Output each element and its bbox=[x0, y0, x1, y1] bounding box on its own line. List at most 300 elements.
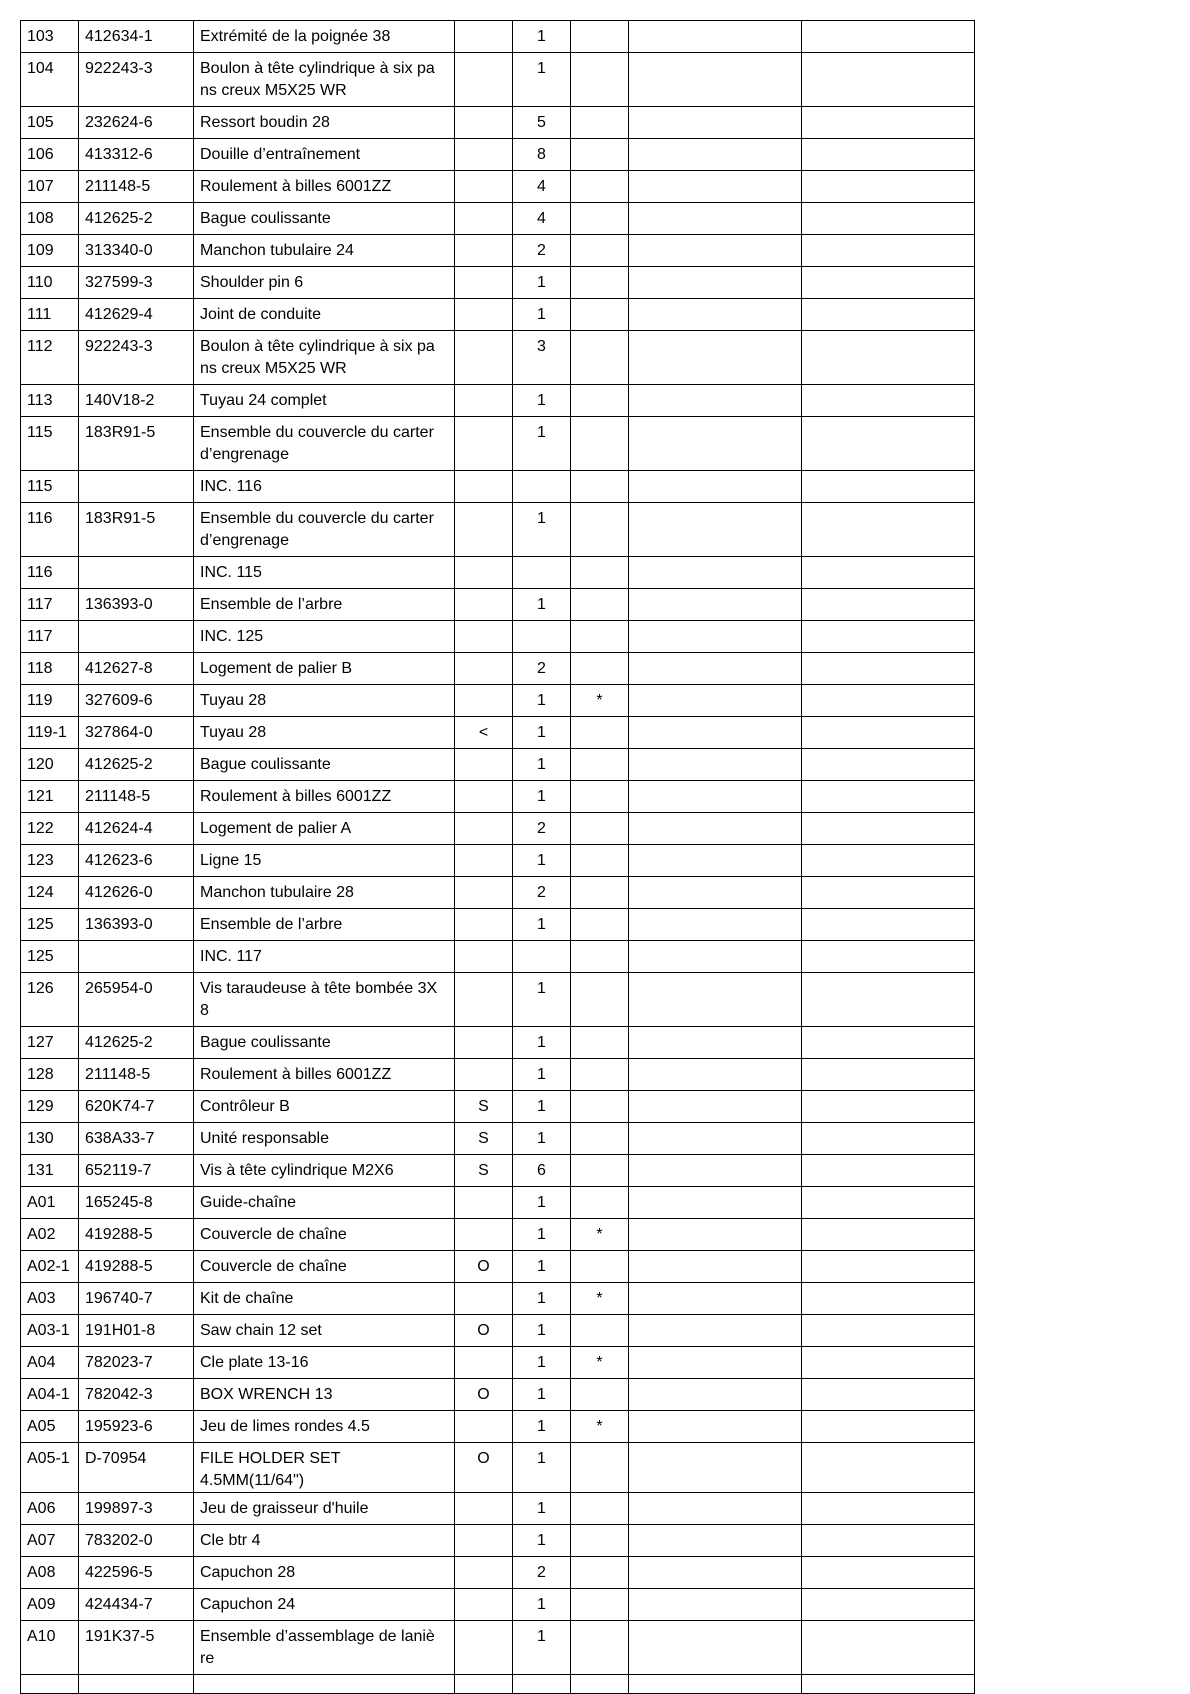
code-cell bbox=[455, 139, 513, 171]
blank-cell-1 bbox=[629, 1443, 802, 1493]
description-cell: Boulon à tête cylindrique à six pa ns creux M5X25 WR bbox=[194, 331, 455, 385]
quantity-cell: 4 bbox=[513, 203, 571, 235]
part-number-cell: 413312-6 bbox=[79, 139, 194, 171]
blank-cell-2 bbox=[802, 749, 975, 781]
mark-cell bbox=[571, 385, 629, 417]
item-number-cell: 117 bbox=[21, 589, 79, 621]
quantity-cell: 2 bbox=[513, 877, 571, 909]
mark-cell bbox=[571, 139, 629, 171]
mark-cell bbox=[571, 845, 629, 877]
description-cell: Roulement à billes 6001ZZ bbox=[194, 171, 455, 203]
item-number-cell: 124 bbox=[21, 877, 79, 909]
quantity-cell: 2 bbox=[513, 813, 571, 845]
code-cell bbox=[455, 385, 513, 417]
blank-cell-2 bbox=[802, 1027, 975, 1059]
blank-cell-2 bbox=[802, 557, 975, 589]
blank-cell-2 bbox=[802, 331, 975, 385]
part-number-cell: 211148-5 bbox=[79, 1059, 194, 1091]
blank-cell-2 bbox=[802, 1443, 975, 1493]
part-number-cell: 419288-5 bbox=[79, 1251, 194, 1283]
part-number-cell: 327864-0 bbox=[79, 717, 194, 749]
table-row bbox=[21, 139, 975, 171]
description-cell: Guide-chaîne bbox=[194, 1187, 455, 1219]
blank-cell-2 bbox=[802, 417, 975, 471]
description-cell: Logement de palier B bbox=[194, 653, 455, 685]
quantity-cell: 6 bbox=[513, 1155, 571, 1187]
part-number-cell: 422596-5 bbox=[79, 1557, 194, 1589]
blank-cell-1 bbox=[629, 685, 802, 717]
quantity-cell: 1 bbox=[513, 1315, 571, 1347]
item-number-cell: A05 bbox=[21, 1411, 79, 1443]
blank-cell-1 bbox=[629, 235, 802, 267]
item-number-cell: A06 bbox=[21, 1493, 79, 1525]
mark-cell bbox=[571, 589, 629, 621]
description-cell: BOX WRENCH 13 bbox=[194, 1379, 455, 1411]
description-cell: Manchon tubulaire 28 bbox=[194, 877, 455, 909]
table-row bbox=[21, 1251, 975, 1283]
mark-cell bbox=[571, 1027, 629, 1059]
blank-cell-1 bbox=[629, 941, 802, 973]
description-cell: INC. 115 bbox=[194, 557, 455, 589]
quantity-cell: 1 bbox=[513, 781, 571, 813]
code-cell bbox=[455, 621, 513, 653]
table-row bbox=[21, 203, 975, 235]
item-number-cell: A01 bbox=[21, 1187, 79, 1219]
blank-cell-1 bbox=[629, 973, 802, 1027]
blank-cell-1 bbox=[629, 1621, 802, 1675]
table-row bbox=[21, 1123, 975, 1155]
table-row bbox=[21, 1219, 975, 1251]
description-cell: Ligne 15 bbox=[194, 845, 455, 877]
quantity-cell: 1 bbox=[513, 909, 571, 941]
blank-cell-1 bbox=[629, 1557, 802, 1589]
mark-cell: * bbox=[571, 1411, 629, 1443]
table-row bbox=[21, 267, 975, 299]
code-cell bbox=[455, 653, 513, 685]
table-row bbox=[21, 557, 975, 589]
mark-cell bbox=[571, 471, 629, 503]
blank-cell-1 bbox=[629, 385, 802, 417]
part-number-cell: 922243-3 bbox=[79, 53, 194, 107]
blank-cell-2 bbox=[802, 1347, 975, 1379]
code-cell bbox=[455, 503, 513, 557]
item-number-cell: A04-1 bbox=[21, 1379, 79, 1411]
mark-cell bbox=[571, 331, 629, 385]
blank-cell-1 bbox=[629, 1525, 802, 1557]
table-row bbox=[21, 1187, 975, 1219]
blank-cell-1 bbox=[629, 417, 802, 471]
quantity-cell bbox=[513, 557, 571, 589]
blank-cell-2 bbox=[802, 781, 975, 813]
description-cell: Logement de palier A bbox=[194, 813, 455, 845]
mark-cell bbox=[571, 941, 629, 973]
blank-cell-2 bbox=[802, 685, 975, 717]
empty-cell bbox=[629, 1675, 802, 1694]
description-cell: INC. 117 bbox=[194, 941, 455, 973]
quantity-cell: 1 bbox=[513, 1589, 571, 1621]
blank-cell-2 bbox=[802, 1091, 975, 1123]
code-cell bbox=[455, 557, 513, 589]
mark-cell bbox=[571, 1493, 629, 1525]
blank-cell-2 bbox=[802, 1621, 975, 1675]
item-number-cell: 112 bbox=[21, 331, 79, 385]
blank-cell-1 bbox=[629, 1059, 802, 1091]
blank-cell-2 bbox=[802, 621, 975, 653]
description-cell: Joint de conduite bbox=[194, 299, 455, 331]
part-number-cell: 412623-6 bbox=[79, 845, 194, 877]
code-cell: O bbox=[455, 1379, 513, 1411]
code-cell bbox=[455, 235, 513, 267]
code-cell bbox=[455, 1027, 513, 1059]
blank-cell-1 bbox=[629, 503, 802, 557]
blank-cell-1 bbox=[629, 1493, 802, 1525]
blank-cell-2 bbox=[802, 877, 975, 909]
description-cell: FILE HOLDER SET 4.5MM(11/64") bbox=[194, 1443, 455, 1493]
item-number-cell: A03 bbox=[21, 1283, 79, 1315]
table-row bbox=[21, 973, 975, 1027]
item-number-cell: 126 bbox=[21, 973, 79, 1027]
description-cell: Bague coulissante bbox=[194, 203, 455, 235]
blank-cell-2 bbox=[802, 1187, 975, 1219]
mark-cell bbox=[571, 21, 629, 53]
item-number-cell: 107 bbox=[21, 171, 79, 203]
blank-cell-1 bbox=[629, 331, 802, 385]
table-row bbox=[21, 385, 975, 417]
mark-cell bbox=[571, 973, 629, 1027]
quantity-cell: 1 bbox=[513, 1621, 571, 1675]
part-number-cell bbox=[79, 471, 194, 503]
item-number-cell: 119 bbox=[21, 685, 79, 717]
code-cell: S bbox=[455, 1155, 513, 1187]
blank-cell-1 bbox=[629, 1155, 802, 1187]
blank-cell-1 bbox=[629, 557, 802, 589]
blank-cell-2 bbox=[802, 1123, 975, 1155]
quantity-cell bbox=[513, 471, 571, 503]
empty-cell bbox=[21, 1675, 79, 1694]
empty-cell bbox=[455, 1675, 513, 1694]
blank-cell-2 bbox=[802, 171, 975, 203]
blank-cell-1 bbox=[629, 471, 802, 503]
part-number-cell: 652119-7 bbox=[79, 1155, 194, 1187]
part-number-cell: 412624-4 bbox=[79, 813, 194, 845]
mark-cell bbox=[571, 557, 629, 589]
mark-cell bbox=[571, 1123, 629, 1155]
quantity-cell: 1 bbox=[513, 749, 571, 781]
item-number-cell: 122 bbox=[21, 813, 79, 845]
code-cell: S bbox=[455, 1091, 513, 1123]
blank-cell-2 bbox=[802, 203, 975, 235]
description-cell: Saw chain 12 set bbox=[194, 1315, 455, 1347]
empty-cell bbox=[194, 1675, 455, 1694]
item-number-cell: 129 bbox=[21, 1091, 79, 1123]
code-cell: O bbox=[455, 1251, 513, 1283]
quantity-cell: 1 bbox=[513, 53, 571, 107]
part-number-cell bbox=[79, 557, 194, 589]
table-row bbox=[21, 1525, 975, 1557]
quantity-cell: 5 bbox=[513, 107, 571, 139]
item-number-cell: A04 bbox=[21, 1347, 79, 1379]
part-number-cell: 327609-6 bbox=[79, 685, 194, 717]
quantity-cell: 1 bbox=[513, 1411, 571, 1443]
item-number-cell: 106 bbox=[21, 139, 79, 171]
blank-cell-2 bbox=[802, 941, 975, 973]
description-cell: INC. 125 bbox=[194, 621, 455, 653]
description-cell: Capuchon 28 bbox=[194, 1557, 455, 1589]
code-cell bbox=[455, 973, 513, 1027]
part-number-cell bbox=[79, 941, 194, 973]
description-cell: Ensemble de l’arbre bbox=[194, 909, 455, 941]
part-number-cell: 191H01-8 bbox=[79, 1315, 194, 1347]
empty-cell bbox=[513, 1675, 571, 1694]
item-number-cell: A08 bbox=[21, 1557, 79, 1589]
code-cell bbox=[455, 1525, 513, 1557]
description-cell: Tuyau 24 complet bbox=[194, 385, 455, 417]
table-row bbox=[21, 1283, 975, 1315]
mark-cell bbox=[571, 781, 629, 813]
mark-cell bbox=[571, 717, 629, 749]
code-cell bbox=[455, 331, 513, 385]
quantity-cell: 1 bbox=[513, 1251, 571, 1283]
code-cell bbox=[455, 417, 513, 471]
quantity-cell: 1 bbox=[513, 685, 571, 717]
table-row bbox=[21, 813, 975, 845]
description-cell: Tuyau 28 bbox=[194, 717, 455, 749]
table-row bbox=[21, 1315, 975, 1347]
blank-cell-2 bbox=[802, 1557, 975, 1589]
quantity-cell: 1 bbox=[513, 717, 571, 749]
table-row bbox=[21, 1347, 975, 1379]
table-row bbox=[21, 749, 975, 781]
table-row bbox=[21, 717, 975, 749]
mark-cell bbox=[571, 235, 629, 267]
code-cell bbox=[455, 781, 513, 813]
part-number-cell: 196740-7 bbox=[79, 1283, 194, 1315]
mark-cell: * bbox=[571, 1347, 629, 1379]
description-cell: Jeu de limes rondes 4.5 bbox=[194, 1411, 455, 1443]
mark-cell bbox=[571, 621, 629, 653]
item-number-cell: 120 bbox=[21, 749, 79, 781]
mark-cell bbox=[571, 503, 629, 557]
mark-cell bbox=[571, 267, 629, 299]
item-number-cell: 118 bbox=[21, 653, 79, 685]
description-cell: Cle btr 4 bbox=[194, 1525, 455, 1557]
parts-table bbox=[20, 20, 975, 1694]
description-cell: Jeu de graisseur d'huile bbox=[194, 1493, 455, 1525]
table-row bbox=[21, 845, 975, 877]
table-row bbox=[21, 171, 975, 203]
mark-cell bbox=[571, 1091, 629, 1123]
part-number-cell: 412629-4 bbox=[79, 299, 194, 331]
blank-cell-1 bbox=[629, 877, 802, 909]
blank-cell-2 bbox=[802, 107, 975, 139]
part-number-cell: 412625-2 bbox=[79, 749, 194, 781]
mark-cell bbox=[571, 1621, 629, 1675]
item-number-cell: 123 bbox=[21, 845, 79, 877]
part-number-cell: 424434-7 bbox=[79, 1589, 194, 1621]
mark-cell bbox=[571, 1251, 629, 1283]
item-number-cell: 131 bbox=[21, 1155, 79, 1187]
description-cell: Vis à tête cylindrique M2X6 bbox=[194, 1155, 455, 1187]
table-row bbox=[21, 471, 975, 503]
parts-table-body bbox=[21, 21, 975, 1694]
part-number-cell: 140V18-2 bbox=[79, 385, 194, 417]
blank-cell-1 bbox=[629, 813, 802, 845]
table-row bbox=[21, 781, 975, 813]
quantity-cell: 1 bbox=[513, 1493, 571, 1525]
quantity-cell: 2 bbox=[513, 653, 571, 685]
empty-cell bbox=[79, 1675, 194, 1694]
code-cell bbox=[455, 685, 513, 717]
description-cell: Ensemble d’assemblage de laniè re bbox=[194, 1621, 455, 1675]
blank-cell-1 bbox=[629, 749, 802, 781]
quantity-cell bbox=[513, 621, 571, 653]
table-row bbox=[21, 53, 975, 107]
blank-cell-2 bbox=[802, 1315, 975, 1347]
part-number-cell: 412625-2 bbox=[79, 1027, 194, 1059]
code-cell bbox=[455, 1283, 513, 1315]
table-row bbox=[21, 941, 975, 973]
description-cell: Ensemble de l’arbre bbox=[194, 589, 455, 621]
blank-cell-2 bbox=[802, 973, 975, 1027]
table-row bbox=[21, 331, 975, 385]
item-number-cell: A07 bbox=[21, 1525, 79, 1557]
blank-cell-2 bbox=[802, 1219, 975, 1251]
blank-cell-1 bbox=[629, 1347, 802, 1379]
quantity-cell: 1 bbox=[513, 845, 571, 877]
description-cell: Roulement à billes 6001ZZ bbox=[194, 781, 455, 813]
empty-cell bbox=[802, 1675, 975, 1694]
blank-cell-1 bbox=[629, 171, 802, 203]
item-number-cell: 117 bbox=[21, 621, 79, 653]
code-cell bbox=[455, 471, 513, 503]
table-row bbox=[21, 21, 975, 53]
table-row bbox=[21, 1027, 975, 1059]
part-number-cell: 183R91-5 bbox=[79, 503, 194, 557]
table-row bbox=[21, 1493, 975, 1525]
code-cell bbox=[455, 21, 513, 53]
description-cell: Vis taraudeuse à tête bombée 3X 8 bbox=[194, 973, 455, 1027]
part-number-cell: 412626-0 bbox=[79, 877, 194, 909]
part-number-cell: 782023-7 bbox=[79, 1347, 194, 1379]
code-cell bbox=[455, 1493, 513, 1525]
blank-cell-2 bbox=[802, 53, 975, 107]
blank-cell-2 bbox=[802, 653, 975, 685]
code-cell bbox=[455, 1219, 513, 1251]
blank-cell-1 bbox=[629, 203, 802, 235]
item-number-cell: A10 bbox=[21, 1621, 79, 1675]
table-row bbox=[21, 685, 975, 717]
blank-cell-2 bbox=[802, 1251, 975, 1283]
part-number-cell: 419288-5 bbox=[79, 1219, 194, 1251]
mark-cell bbox=[571, 1443, 629, 1493]
code-cell bbox=[455, 1347, 513, 1379]
table-row bbox=[21, 621, 975, 653]
blank-cell-1 bbox=[629, 621, 802, 653]
description-cell: Ressort boudin 28 bbox=[194, 107, 455, 139]
description-cell: Manchon tubulaire 24 bbox=[194, 235, 455, 267]
quantity-cell: 1 bbox=[513, 417, 571, 471]
table-row bbox=[21, 299, 975, 331]
part-number-cell: 232624-6 bbox=[79, 107, 194, 139]
description-cell: Bague coulissante bbox=[194, 749, 455, 781]
item-number-cell: A03-1 bbox=[21, 1315, 79, 1347]
item-number-cell: 103 bbox=[21, 21, 79, 53]
item-number-cell: 113 bbox=[21, 385, 79, 417]
blank-cell-1 bbox=[629, 267, 802, 299]
code-cell bbox=[455, 909, 513, 941]
part-number-cell: D-70954 bbox=[79, 1443, 194, 1493]
part-number-cell: 191K37-5 bbox=[79, 1621, 194, 1675]
part-number-cell: 412627-8 bbox=[79, 653, 194, 685]
blank-cell-1 bbox=[629, 589, 802, 621]
item-number-cell: A09 bbox=[21, 1589, 79, 1621]
blank-cell-1 bbox=[629, 1027, 802, 1059]
blank-cell-2 bbox=[802, 21, 975, 53]
table-row bbox=[21, 1091, 975, 1123]
description-cell: Boulon à tête cylindrique à six pa ns creux M5X25 WR bbox=[194, 53, 455, 107]
quantity-cell: 1 bbox=[513, 1219, 571, 1251]
empty-cell bbox=[571, 1675, 629, 1694]
blank-cell-1 bbox=[629, 299, 802, 331]
blank-cell-1 bbox=[629, 781, 802, 813]
code-cell bbox=[455, 1621, 513, 1675]
blank-cell-1 bbox=[629, 717, 802, 749]
part-number-cell: 195923-6 bbox=[79, 1411, 194, 1443]
code-cell bbox=[455, 267, 513, 299]
item-number-cell: 130 bbox=[21, 1123, 79, 1155]
code-cell bbox=[455, 203, 513, 235]
quantity-cell: 1 bbox=[513, 267, 571, 299]
code-cell bbox=[455, 1059, 513, 1091]
quantity-cell: 3 bbox=[513, 331, 571, 385]
blank-cell-1 bbox=[629, 1123, 802, 1155]
quantity-cell: 1 bbox=[513, 1443, 571, 1493]
item-number-cell: 109 bbox=[21, 235, 79, 267]
table-row bbox=[21, 1379, 975, 1411]
quantity-cell: 8 bbox=[513, 139, 571, 171]
quantity-cell: 1 bbox=[513, 589, 571, 621]
description-cell: Contrôleur B bbox=[194, 1091, 455, 1123]
quantity-cell: 1 bbox=[513, 1123, 571, 1155]
table-row bbox=[21, 1155, 975, 1187]
blank-cell-2 bbox=[802, 1411, 975, 1443]
mark-cell bbox=[571, 877, 629, 909]
quantity-cell: 4 bbox=[513, 171, 571, 203]
item-number-cell: 128 bbox=[21, 1059, 79, 1091]
quantity-cell: 1 bbox=[513, 1187, 571, 1219]
code-cell bbox=[455, 299, 513, 331]
code-cell bbox=[455, 941, 513, 973]
mark-cell bbox=[571, 1315, 629, 1347]
part-number-cell: 782042-3 bbox=[79, 1379, 194, 1411]
quantity-cell: 1 bbox=[513, 1027, 571, 1059]
blank-cell-1 bbox=[629, 845, 802, 877]
part-number-cell: 922243-3 bbox=[79, 331, 194, 385]
mark-cell bbox=[571, 1059, 629, 1091]
blank-cell-2 bbox=[802, 845, 975, 877]
blank-cell-2 bbox=[802, 1059, 975, 1091]
code-cell bbox=[455, 53, 513, 107]
part-number-cell: 165245-8 bbox=[79, 1187, 194, 1219]
description-cell: Kit de chaîne bbox=[194, 1283, 455, 1315]
blank-cell-2 bbox=[802, 139, 975, 171]
table-row bbox=[21, 107, 975, 139]
part-number-cell: 620K74-7 bbox=[79, 1091, 194, 1123]
part-number-cell: 136393-0 bbox=[79, 589, 194, 621]
quantity-cell: 1 bbox=[513, 385, 571, 417]
quantity-cell: 1 bbox=[513, 1379, 571, 1411]
quantity-cell: 1 bbox=[513, 21, 571, 53]
